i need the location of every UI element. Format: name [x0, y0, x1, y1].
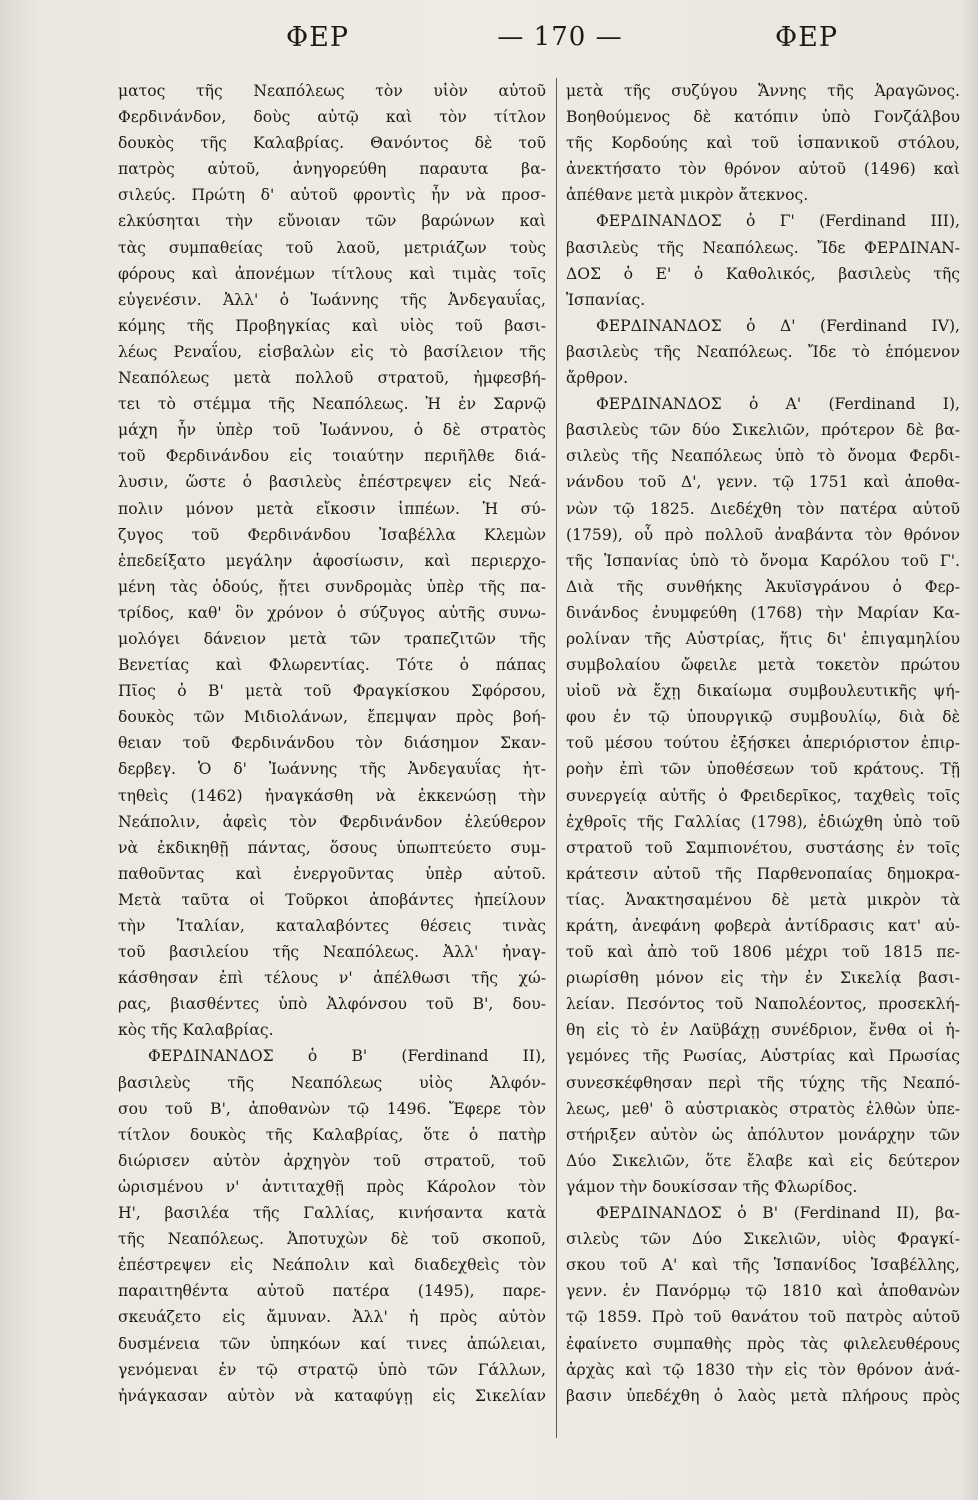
text-line: τίας. Ἀνακτησαμένου δὲ μετὰ μικρὸν τὰ: [566, 890, 960, 909]
text-line: τρίδος, καθ' ὃν χρόνον ὁ σύζυγος αὐτῆς συνω-: [118, 603, 546, 622]
text-line: δερβεγ. Ὁ δ' Ἰωάννης τῆς Ἀνδεγαυΐας ἡτ-: [118, 760, 546, 779]
text-line: κάσθησαν ἐπὶ τέλους ν' ἀπέλθωσι τῆς χώ-: [118, 969, 546, 988]
text-line: Βενετίας καὶ Φλωρεντίας. Τότε ὁ πάπας: [118, 656, 546, 675]
text-line: Νεαπόλεως μετὰ πολλοῦ στρατοῦ, ἠμφεσβή-: [118, 369, 546, 388]
text-line: δουκὸς τῆς Καλαβρίας. Θανόντος δὲ τοῦ: [118, 134, 546, 153]
text-line: νὼν τῷ 1825. Διεδέχθη τὸν πατέρα αὐτοῦ: [566, 499, 960, 518]
text-line: Μετὰ ταῦτα οἱ Τοῦρκοι ἀποβάντες ἠπείλουν: [118, 890, 546, 909]
running-head: [0, 22, 978, 66]
text-line: βασιν ὑπεδέχθη ὁ λαὸς μετὰ πλήρους πρὸς: [566, 1386, 960, 1405]
text-line: πατρὸς αὐτοῦ, ἀνηγορεύθη παραυτα βα-: [118, 160, 546, 179]
text-line: συμβολαίου ὤφειλε μετὰ τοκετὸν πρώτου: [566, 656, 960, 675]
text-line: ἐχθροῖς τῆς Γαλλίας (1798), ἐδιώχθη ὑπὸ τοῦ: [566, 812, 960, 831]
text-line: Διὰ τῆς συνθήκης Ἀκυϊσγράνου ὁ Φερ-: [566, 577, 960, 596]
text-line: σκευάζετο εἰς ἄμυναν. Ἀλλ' ἡ πρὸς αὐτὸν: [118, 1308, 546, 1327]
text-line: κράτεσιν αὐτοῦ τῆς Παρθενοπαίας δημοκρα-: [566, 864, 960, 883]
text-line: δινάνδος ἐνυμφεύθη (1768) τὴν Μαρίαν Κα-: [566, 603, 960, 622]
text-line: ΦΕΡΔΙΝΑΝΔΟΣ ὁ Β' (Ferdinand II), βα-: [596, 1204, 960, 1223]
text-line: τὴν Ἰταλίαν, καταλαβόντες θέσεις τινὰς: [118, 917, 546, 935]
text-line: βασιλεὺς τῶν δύο Σικελιῶν, πρότερον δὲ βα-: [566, 421, 960, 440]
right-text-column: [566, 78, 960, 1478]
text-line: τῆς Κορδούης καὶ τοῦ ἱσπανικοῦ στόλου,: [566, 134, 960, 153]
text-line: Φερδινάνδον, δοὺς αὐτῷ καὶ τὸν τίτλον: [118, 108, 546, 127]
text-line: φόρους καὶ ἀπονέμων τίτλους καὶ τιμὰς τοῖς: [118, 264, 546, 283]
text-line: τῷ 1859. Πρὸ τοῦ θανάτου τοῦ πατρὸς αὐτοῦ: [566, 1308, 960, 1327]
text-line: βασιλεὺς τῆς Νεαπόλεως. Ἴδε τὸ ἑπόμενον: [566, 342, 960, 361]
text-line: τηθεὶς (1462) ἠναγκάσθη νὰ ἐκκενώσῃ τὴν: [118, 786, 546, 805]
text-line: Πῖος ὁ Β' μετὰ τοῦ Φραγκίσκου Σφόρσου,: [118, 682, 546, 701]
left-text-column: [118, 78, 546, 1478]
text-line: γενν. ἐν Πανόρμῳ τῷ 1810 καὶ ἀποθανὼν: [566, 1282, 960, 1301]
text-line: στήριξεν αὐτὸν ὡς ἀπόλυτον μονάρχην τῶν: [566, 1125, 960, 1144]
text-line: Δύο Σικελιῶν, ὅτε ἔλαβε καὶ εἰς δεύτερον: [566, 1151, 960, 1170]
text-line: ἀνεκτήσατο τὸν θρόνον αὐτοῦ (1496) καὶ: [566, 160, 960, 179]
text-line: ἀρχὰς καὶ τῷ 1830 τὴν εἰς τὸν θρόνον ἀνά-: [566, 1360, 960, 1379]
text-line: Βοηθούμενος δὲ κατόπιν ὑπὸ Γονζάλβου: [566, 108, 960, 127]
text-line: συνεργείᾳ αὐτῆς ὁ Φρειδερῖκος, ταχθεὶς τοῖς: [566, 786, 960, 805]
text-line: τοῦ βασιλείου τῆς Νεαπόλεως. Ἀλλ' ἠναγ-: [118, 943, 546, 962]
page-number: — 170 —: [497, 22, 623, 52]
text-line: εὐγενέσιν. Ἀλλ' ὁ Ἰωάννης τῆς Ἀνδεγαυΐας,: [118, 290, 546, 309]
text-line: Ἱσπανίας.: [566, 290, 646, 309]
text-line: τοῦ καὶ ἀπὸ τοῦ 1806 μέχρι τοῦ 1815 πε-: [566, 943, 960, 962]
text-line: τῆς Νεαπόλεως. Ἀποτυχὼν δὲ τοῦ σκοποῦ,: [118, 1230, 546, 1249]
text-line: γάμον τὴν δουκίσσαν τῆς Φλωρίδος.: [566, 1177, 858, 1196]
text-line: σκου τοῦ Α' καὶ τῆς Ἱσπανίδος Ἰσαβέλλης,: [566, 1256, 960, 1275]
text-line: υἱοῦ νὰ ἔχῃ δικαίωμα συμβουλευτικῆς ψή-: [566, 682, 960, 701]
text-line: πολιν μόνον μετὰ εἴκοσιν ἱππέων. Ἡ σύ-: [118, 499, 546, 518]
text-line: ἄρθρον.: [566, 369, 629, 388]
text-line: γεμόνες τῆς Ρωσίας, Αὐστρίας καὶ Πρωσίας: [566, 1047, 960, 1066]
text-line: λείαν. Πεσόντος τοῦ Ναπολέοντος, προσεκλή-: [566, 995, 960, 1014]
text-line: ΦΕΡΔΙΝΑΝΔΟΣ ὁ Γ' (Ferdinand III),: [596, 212, 960, 231]
text-line: ὡρισμένου ν' ἀντιταχθῇ πρὸς Κάρολον τὸν: [118, 1177, 546, 1196]
header-left-keyword: ΦΕΡ: [286, 22, 350, 53]
text-line: σου τοῦ Β', ἀποθανὼν τῷ 1496. Ἔφερε τὸν: [118, 1099, 546, 1118]
text-line: μένη τὰς ὁδούς, ᾔτει συνδρομὰς ὑπὲρ τῆς πα-: [118, 577, 546, 596]
text-line: μετὰ τῆς συζύγου Ἄννης τῆς Ἀραγῶνος.: [566, 82, 960, 100]
header-right-keyword: ΦΕΡ: [775, 22, 839, 53]
text-line: ελκύσηται τὴν εὔνοιαν τῶν βαρώνων καὶ: [118, 212, 546, 231]
text-line: ροὴν ἐπὶ τῶν ὑποθέσεων τοῦ κράτους. Τῇ: [566, 760, 960, 779]
text-line: ἀπέθανε μετὰ μικρὸν ἄτεκνος.: [566, 186, 809, 205]
text-line: ἐφαίνετο συμπαθὴς πρὸς τὰς φιλελευθέρους: [566, 1334, 960, 1353]
text-line: ρας, βιασθέντες ὑπὸ Ἀλφόνσου τοῦ Β', δου-: [118, 995, 546, 1014]
text-line: ἠνάγκασαν αὐτὸν νὰ καταφύγῃ εἰς Σικελίαν: [118, 1386, 546, 1405]
text-line: μάχη ἦν ὑπὲρ τοῦ Ἰωάννου, ὁ δὲ στρατὸς: [118, 421, 546, 440]
text-line: νάνδου τοῦ Δ', γενν. τῷ 1751 καὶ ἀποθα-: [566, 473, 960, 492]
text-line: παραιτηθέντα αὐτοῦ πατέρα (1495), παρε-: [118, 1282, 546, 1301]
text-line: παθοῦντας καὶ ἐνεργοῦντας ὑπὲρ αὐτοῦ.: [118, 864, 546, 883]
text-line: μολόγει δάνειον μετὰ τῶν τραπεζιτῶν τῆς: [118, 629, 546, 648]
text-line: ρολίναν τῆς Αὐστρίας, ἥτις δι' ἐπιγαμηλίου: [566, 629, 960, 648]
text-line: ριωρίσθη μόνον εἰς τὴν ἐν Σικελίᾳ βασι-: [566, 969, 960, 988]
text-line: νὰ ἐκδικηθῇ πάντας, ὅσους ὑπωπτεύετο συμ-: [118, 838, 546, 857]
text-line: (1759), οὗ πρὸ πολλοῦ ἀναβάντα τὸν θρόνον: [566, 525, 960, 544]
text-line: δυσμένεια τῶν ὑπηκόων καί τινες ἀπώλειαι,: [118, 1334, 546, 1353]
text-line: συνεσκέφθησαν περὶ τῆς τύχης τῆς Νεαπό-: [566, 1073, 960, 1092]
text-line: κράτη, ἀνεφάνη φοβερὰ ἀντίδρασις κατ' αὐ-: [566, 917, 960, 935]
text-line: γενόμεναι ἐν τῷ στρατῷ ὑπὸ τῶν Γάλλων,: [118, 1360, 546, 1379]
text-line: τὰς συμπαθείας τοῦ λαοῦ, μετριάζων τοὺς: [118, 238, 546, 257]
text-line: βασιλεὺς τῆς Νεαπόλεως υἱὸς Ἀλφόν-: [118, 1073, 546, 1092]
text-line: βασιλεὺς τῆς Νεαπόλεως. Ἴδε ΦΕΡΔΙΝΑΝ-: [566, 238, 960, 257]
text-line: ΔΟΣ ὁ Ε' ὁ Καθολικός, βασιλεὺς τῆς: [566, 264, 960, 283]
text-line: ἐπέστρεψεν εἰς Νεάπολιν καὶ διαδεχθεὶς τὸν: [118, 1256, 546, 1275]
text-line: ΦΕΡΔΙΝΑΝΔΟΣ ὁ Δ' (Ferdinand IV),: [596, 316, 960, 335]
text-line: δουκὸς τῶν Μιδιολάνων, ἔπεμψαν πρὸς βοή-: [118, 708, 546, 727]
text-line: σιλεύς. Πρώτη δ' αὐτοῦ φροντὶς ἦν νὰ προσ-: [118, 186, 546, 205]
text-line: ΦΕΡΔΙΝΑΝΔΟΣ ὁ Β' (Ferdinand II),: [148, 1047, 546, 1066]
text-line: λυσιν, ὥστε ὁ βασιλεὺς ἐπέστρεψεν εἰς Νεά-: [118, 473, 546, 492]
text-line: τει τὸ στέμμα τῆς Νεαπόλεως. Ἡ ἐν Σαρνῷ: [118, 395, 546, 414]
text-line: σιλεὺς τῶν Δύο Σικελιῶν, υἱὸς Φραγκί-: [566, 1230, 960, 1249]
text-line: λεως, μεθ' ὃ αὐστριακὸς στρατὸς ἐλθὼν ὑπε-: [566, 1099, 960, 1118]
text-line: στρατοῦ τοῦ Σαμπιονέτου, συστάσης ἐν τοῖς: [566, 838, 960, 857]
text-line: λέως Ρεναΐου, εἰσβαλὼν εἰς τὸ βασίλειον τῆς: [118, 342, 546, 361]
text-line: ΦΕΡΔΙΝΑΝΔΟΣ ὁ Α' (Ferdinand I),: [596, 395, 960, 414]
text-line: τοῦ μέσου τούτου ἐξήσκει ἀπεριόριστον ἐπιρ-: [566, 734, 960, 753]
text-line: θειαν τοῦ Φερδινάνδου τὸν διάσημον Σκαν-: [118, 734, 546, 753]
text-line: κόμης τῆς Προβηγκίας καὶ υἱὸς τοῦ βασι-: [118, 316, 546, 335]
text-line: φου ἐν τῷ ὑπουργικῷ συμβουλίῳ, διὰ δὲ: [566, 708, 960, 727]
text-line: ζυγος τοῦ Φερδινάνδου Ἰσαβέλλα Κλεμὼν: [118, 525, 546, 544]
text-line: κὸς τῆς Καλαβρίας.: [118, 1021, 274, 1040]
text-line: σιλεὺς τῆς Νεαπόλεως ὑπὸ τὸ ὄνομα Φερδι-: [566, 447, 960, 466]
text-line: τῆς Ἱσπανίας ὑπὸ τὸ ὄνομα Καρόλου τοῦ Γ'.: [566, 551, 960, 570]
column-divider: [556, 78, 557, 1438]
text-line: ματος τῆς Νεαπόλεως τὸν υἱὸν αὐτοῦ: [118, 82, 546, 100]
text-line: διώρισεν αὐτὸν ἀρχηγὸν τοῦ στρατοῦ, τοῦ: [118, 1151, 546, 1170]
text-line: Η', βασιλέα τῆς Γαλλίας, κινήσαντα κατὰ: [118, 1204, 546, 1223]
text-line: θη εἰς τὸ ἐν Λαϋβάχῃ συνέδριον, ἔνθα οἱ ἡ-: [566, 1021, 960, 1040]
text-line: τοῦ Φερδινάνδου εἰς τοιαύτην περιῆλθε διά-: [118, 447, 546, 466]
text-line: ἐπεδείξατο μεγάλην ἀφοσίωσιν, καὶ περιερχο-: [118, 551, 546, 570]
text-line: τίτλον δουκὸς τῆς Καλαβρίας, ὅτε ὁ πατὴρ: [118, 1125, 546, 1144]
text-line: Νεάπολιν, ἀφεὶς τὸν Φερδινάνδον ἐλεύθερον: [118, 812, 546, 831]
